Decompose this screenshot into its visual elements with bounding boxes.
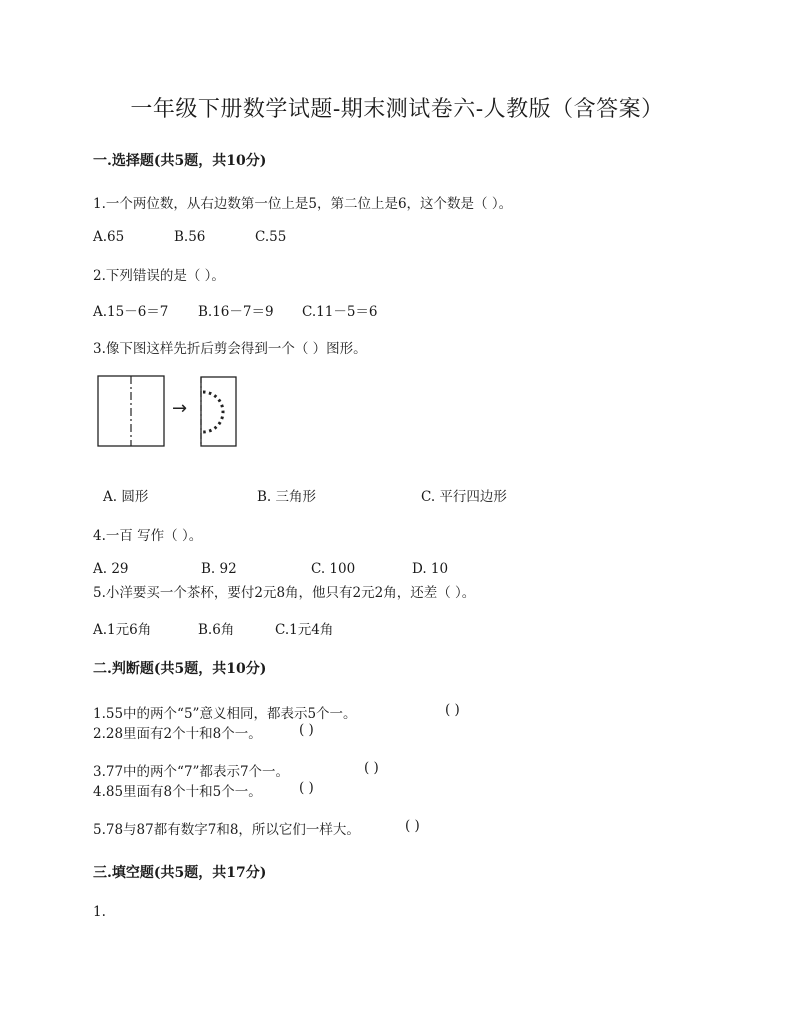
- option-a: A.65: [93, 229, 125, 245]
- question-1-text: 1.一个两位数，从右边数第一位上是5，第二位上是6，这个数是（ ）。: [93, 196, 513, 212]
- judge-item-3-blank: ( ): [364, 760, 379, 776]
- option-b: B.56: [174, 229, 206, 245]
- question-3-text: 3.像下图这样先折后剪会得到一个（ ）图形。: [93, 341, 367, 357]
- question-4-text: 4.一百 写作（ ）。: [93, 528, 203, 544]
- section-heading-judge: 二.判断题(共5题，共10分): [93, 661, 267, 677]
- question-5-options: [93, 618, 333, 638]
- question-3-options: [103, 485, 507, 505]
- option-c: C. 平行四边形: [421, 489, 507, 505]
- option-a: A. 圆形: [103, 489, 149, 505]
- option-b: B.16－7＝9: [198, 304, 274, 320]
- question-1-options: [93, 229, 286, 245]
- option-b: B. 三角形: [257, 489, 317, 505]
- option-c: C.55: [255, 229, 287, 245]
- option-b: B. 92: [201, 561, 237, 577]
- judge-item-5: [93, 818, 360, 838]
- option-d: D. 10: [412, 561, 449, 577]
- judge-item-2-blank: ( ): [299, 722, 314, 738]
- judge-item-3: [93, 760, 289, 780]
- fill-question-1: 1.: [93, 904, 106, 920]
- judge-item-text: 4.85里面有8个十和5个一。: [93, 784, 262, 800]
- option-c: C. 100: [311, 561, 356, 577]
- option-a: A.15－6＝7: [93, 304, 169, 320]
- judge-item-4-blank: ( ): [299, 780, 314, 796]
- section-heading-fill: 三.填空题(共5题，共17分): [93, 865, 267, 881]
- question-2-options: [93, 300, 378, 320]
- question-2-text: 2.下列错误的是（ ）。: [93, 268, 225, 284]
- judge-item-4: [93, 780, 262, 800]
- judge-item-text: 2.28里面有2个十和8个一。: [93, 726, 262, 742]
- arrow-icon: →: [172, 398, 188, 419]
- option-b: B.6角: [198, 622, 235, 638]
- judge-item-5-blank: ( ): [405, 818, 420, 834]
- folded-paper: [201, 377, 236, 446]
- option-a: A.1元6角: [93, 622, 152, 638]
- judge-item-text: 1.55中的两个“5”意义相同，都表示5个一。: [93, 706, 357, 722]
- judge-item-1: [93, 702, 357, 722]
- option-c: C.1元4角: [275, 622, 334, 638]
- judge-item-2: [93, 722, 262, 742]
- judge-item-1-blank: ( ): [445, 702, 460, 718]
- option-c: C.11－5＝6: [302, 304, 378, 320]
- section-heading-choice: 一.选择题(共5题，共10分): [93, 153, 267, 169]
- question-5-text: 5.小洋要买一个茶杯，要付2元8角，他只有2元2角，还差（ ）。: [93, 585, 476, 601]
- dotted-half-circle: [203, 392, 223, 432]
- judge-item-text: 5.78与87都有数字7和8，所以它们一样大。: [93, 822, 360, 838]
- judge-item-text: 3.77中的两个“7”都表示7个一。: [93, 764, 290, 780]
- question-4-options: [93, 561, 448, 577]
- option-a: A. 29: [93, 561, 129, 577]
- page-title: 一年级下册数学试题-期末测试卷六-人教版（含答案）: [130, 97, 664, 122]
- fold-cut-figure: [96, 372, 246, 452]
